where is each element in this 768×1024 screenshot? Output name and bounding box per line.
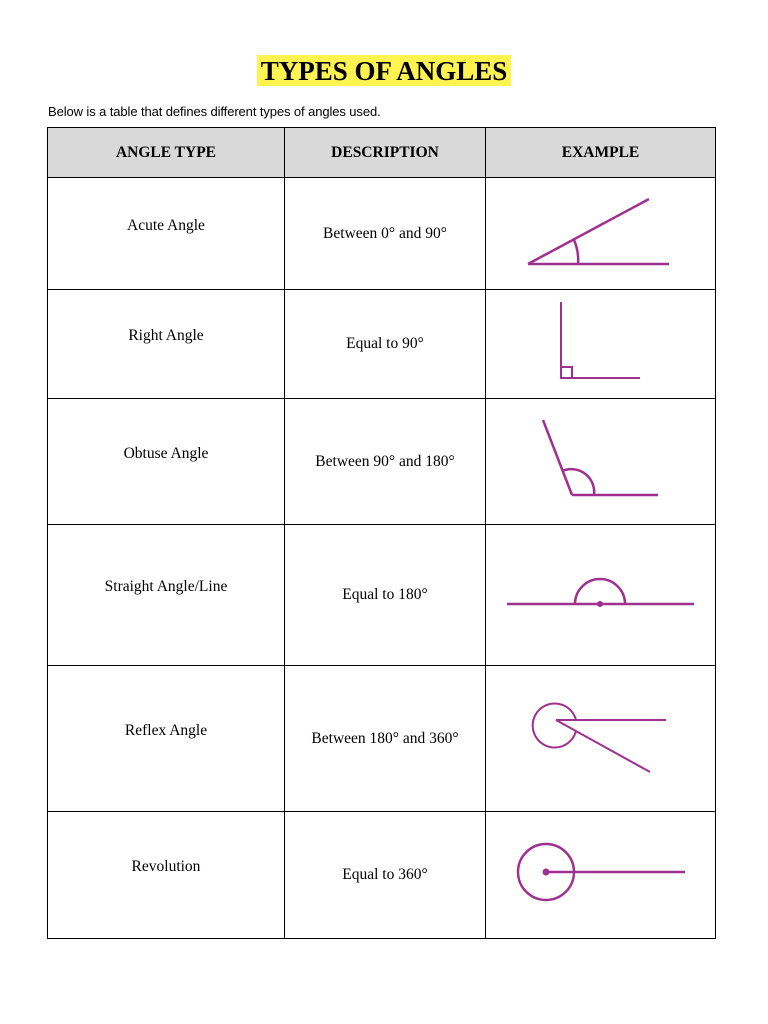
header-angle-type: ANGLE TYPE [48,128,285,178]
table-header-row [48,128,716,178]
acute-angle-icon [486,178,715,289]
table-row [48,666,716,812]
table-row [48,525,716,666]
angle-type-label: Acute Angle [127,216,205,234]
angle-type-cell [48,666,285,812]
revolution-angle-icon [486,812,715,938]
description-cell: Between 0° and 90° [285,178,486,290]
reflex-angle-icon [486,666,715,811]
example-cell [486,666,716,812]
angle-type-cell [48,178,285,290]
table-row [48,290,716,399]
angle-type-label: Revolution [131,858,201,875]
straight-angle-icon [486,525,715,665]
example-cell [486,178,716,290]
angle-type-label: Right Angle [128,327,204,344]
angle-type-cell [48,399,285,525]
description-cell: Between 180° and 360° [285,666,486,812]
example-cell [486,525,716,666]
table-row [48,178,716,290]
title-container [0,55,768,86]
intro-text: Below is a table that defines different types of angles used. [48,104,381,119]
header-description: DESCRIPTION [285,128,486,178]
angle-type-label: Obtuse Angle [123,444,209,462]
angle-type-label: Straight Angle/Line [104,578,228,595]
header-example: EXAMPLE [486,128,716,178]
table-row [48,812,716,939]
angle-type-label: Reflex Angle [124,721,208,739]
page-title: TYPES OF ANGLES [257,55,512,86]
example-cell [486,290,716,399]
angles-table [47,127,716,939]
description-cell: Equal to 180° [285,525,486,666]
example-cell [486,399,716,525]
description-cell: Equal to 90° [285,290,486,399]
angle-type-cell [48,525,285,666]
description-cell: Equal to 360° [285,812,486,939]
right-angle-icon [486,290,715,398]
obtuse-angle-icon [486,399,715,524]
description-cell: Between 90° and 180° [285,399,486,525]
table-row [48,399,716,525]
example-cell [486,812,716,939]
angle-type-cell [48,290,285,399]
angle-type-cell [48,812,285,939]
